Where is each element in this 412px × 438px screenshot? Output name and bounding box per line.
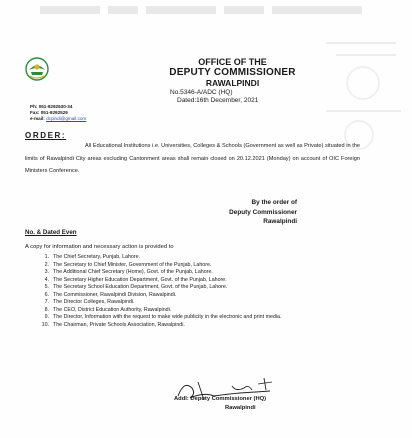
email-link[interactable]: dcpindi@gmail.com [46,116,87,121]
list-item-number: 1. [44,254,49,260]
list-item-text: The Secretary to Chief Minister, Government of the Punjab, Lahore. [53,261,212,268]
order-title: ORDER: [25,131,67,140]
list-item-number: 2. [44,261,49,268]
list-item-text: The CEO, District Education Authority, Rawalpindi. [53,306,172,313]
list-item-number: 7. [44,299,49,305]
by-order-line: By the order of [251,199,297,206]
reference-number: No.5346-A/ADC (HQ) [170,89,233,96]
list-item-number: 10. [41,321,49,328]
fax-label: Fax: [30,110,40,115]
list-item-number: 4. [44,276,49,283]
list-item [40,307,310,315]
copy-intro: A copy for information and necessary action is provided to [25,244,174,250]
order-body: All Educational Institutions i.e. Universities, Colleges & Schools (Government as well as Private) situated in the limits of Rawalpindi City areas excluding Cantonment areas shall remain closed on 20.12.2021 (Monday) on account of OIC Foreign Ministers Conference. [25,143,360,174]
list-item-text: The Commissioner, Rawalpindi Division, Rawalpindi. [53,291,177,298]
phone-label: Ph: [30,104,38,109]
list-item-text: The Secretary Higher Education Department, Govt. of the Punjab, Lahore. [53,276,227,283]
list-item [40,299,310,307]
email-line [30,116,86,121]
list-item-text: The Chairman, Private Schools Association, Rawalpindi. [53,321,185,328]
city-heading: RAWALPINDI [205,78,260,88]
list-item [40,314,310,322]
list-item [40,262,310,270]
list-item-text: The Director, Information with the request to make wide publicity in the electronic and print media. [53,314,282,320]
fax-line [30,110,68,115]
no-dated-even: No. & Dated Even [25,229,77,236]
scan-bleed-right [326,30,406,150]
list-item [40,254,310,262]
scan-bleed-top [0,0,412,22]
phone-number: 051-9292630-34 [38,104,73,109]
by-order-city: Rawalpindi [263,218,297,225]
signatory-designation: Addl: Deputy Commissioner (HQ) [174,396,267,402]
list-item-number: 5. [44,284,49,290]
list-item-text: The Director Colleges, Rawalpindi. [53,299,135,305]
phone-line [30,104,72,109]
email-label: e-mail: [30,116,45,121]
list-item-number: 6. [44,291,49,298]
deputy-commissioner-heading: DEPUTY COMMISSIONER [169,67,296,78]
list-item-number: 8. [44,306,49,313]
list-item [40,322,310,330]
list-item-text: The Chief Secretary, Punjab, Lahore. [53,254,141,260]
list-item-number: 9. [44,314,49,320]
distribution-list [40,254,310,329]
list-item [40,269,310,277]
list-item-text: The Additional Chief Secretary (Home), Govt. of the Punjab, Lahore. [53,269,213,275]
list-item [40,284,310,292]
list-item [40,277,310,285]
office-of-heading: OFFICE OF THE [198,57,267,67]
by-order-authority: Deputy Commissioner [229,209,297,216]
signatory-city: Rawalpindi [225,405,256,411]
punjab-government-logo [25,57,49,81]
issue-date: Dated:16th December, 2021 [177,97,259,104]
list-item-number: 3. [44,269,49,275]
list-item-text: The Secretary School Education Department, Govt. of the Punjab, Lahore. [53,284,228,290]
fax-number: 051-9292529 [40,110,68,115]
list-item [40,292,310,300]
